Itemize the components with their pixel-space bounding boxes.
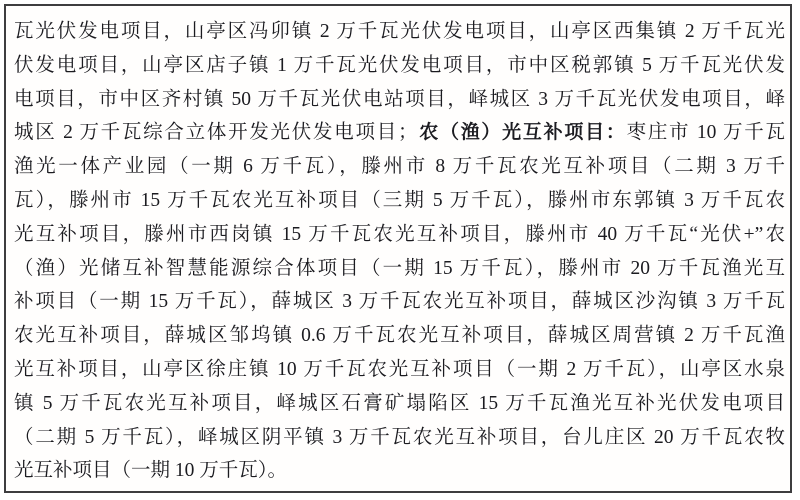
text-line: （渔）光储互补智慧能源综合体项目（一期 15 万千瓦），滕州市 20 万千瓦渔光互: [14, 257, 785, 279]
text-line: （二期 5 万千瓦），峄城区阴平镇 3 万千瓦农光互补项目，台儿庄区 20 万千瓦农牧: [14, 426, 785, 448]
text-line: [14, 116, 785, 150]
text-line: 光互补项目，山亭区徐庄镇 10 万千瓦农光互补项目（一期 2 万千瓦），山亭区水泉: [14, 358, 785, 380]
text-segment: 城区 2 万千瓦综合立体开发光伏发电项目；: [14, 122, 418, 144]
document-frame: [4, 4, 792, 493]
text-line: 补项目（一期 15 万千瓦），薛城区 3 万千瓦农光互补项目，薛城区沙沟镇 3 万千瓦: [14, 291, 785, 313]
section-heading-bold: 农（渔）光互补项目：: [417, 122, 627, 144]
text-line: 农光互补项目，薛城区邹坞镇 0.6 万千瓦农光互补项目，薛城区周营镇 2 万千瓦渔: [14, 325, 785, 347]
text-line: 伏发电项目，山亭区店子镇 1 万千瓦光伏发电项目，市中区税郭镇 5 万千瓦光伏发: [14, 54, 785, 76]
text-line: 瓦），滕州市 15 万千瓦农光互补项目（三期 5 万千瓦），滕州市东郭镇 3 万千瓦农: [14, 189, 785, 211]
text-line: 电项目，市中区齐村镇 50 万千瓦光伏电站项目，峄城区 3 万千瓦光伏发电项目，峄: [14, 88, 785, 110]
text-line: 渔光一体产业园（一期 6 万千瓦），滕州市 8 万千瓦农光互补项目（二期 3 万千: [14, 156, 785, 178]
text-line-last: 光互补项目（一期 10 万千瓦）。: [14, 460, 288, 482]
text-segment: 枣庄市 10 万千瓦: [626, 122, 785, 144]
text-line: 光互补项目，滕州市西岗镇 15 万千瓦农光互补项目，滕州市 40 万千瓦“光伏+”农: [14, 223, 785, 245]
text-line: 镇 5 万千瓦农光互补项目，峄城区石膏矿塌陷区 15 万千瓦渔光互补光伏发电项目: [14, 392, 785, 414]
text-line: 瓦光伏发电项目，山亭区冯卯镇 2 万千瓦光伏发电项目，山亭区西集镇 2 万千瓦光: [14, 21, 785, 42]
